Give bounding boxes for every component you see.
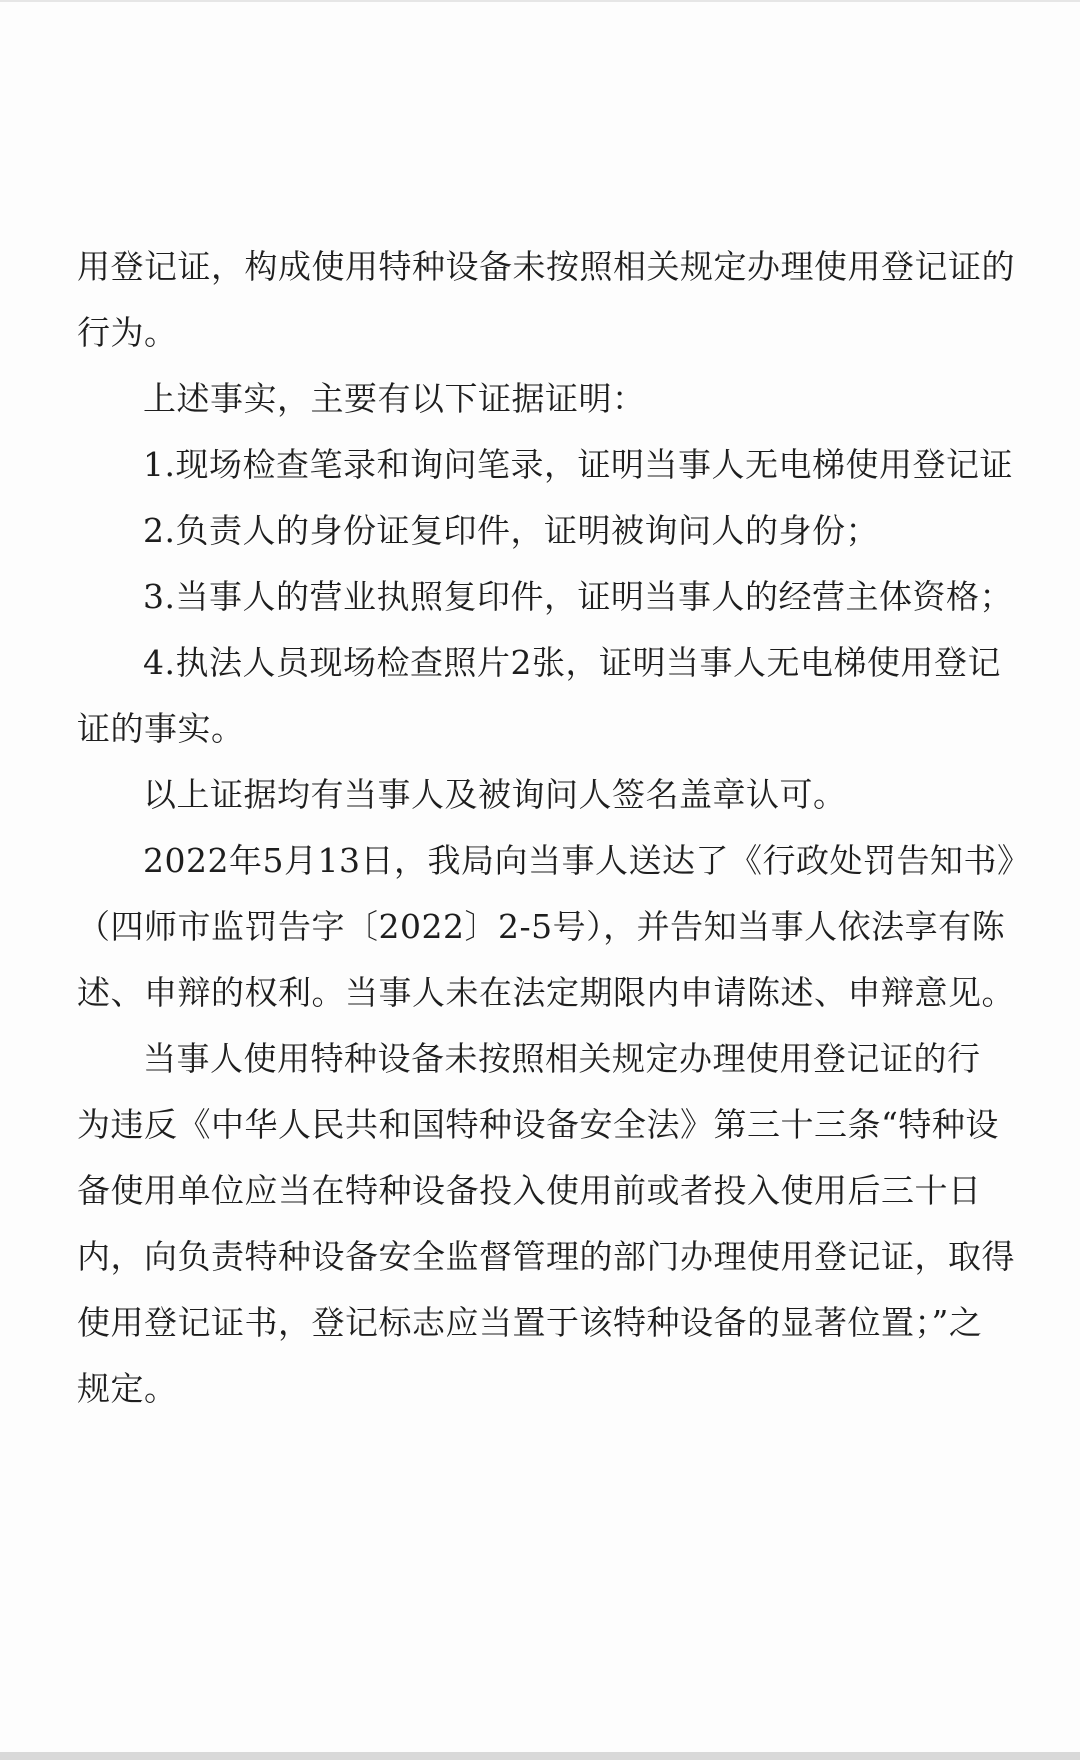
- paragraph-line: 备使用单位应当在特种设备投入使用前或者投入使用后三十日: [77, 1171, 982, 1210]
- paragraph-line: 行为。: [77, 313, 178, 352]
- violation-paragraph: 当事人使用特种设备未按照相关规定办理使用登记证的行: [143, 1039, 981, 1078]
- paragraph-line: 为违反《中华人民共和国特种设备安全法》第三十三条“特种设: [77, 1105, 999, 1144]
- paragraph-line: 述、申辩的权利。当事人未在法定期限内申请陈述、申辩意见。: [77, 973, 1015, 1012]
- evidence-item-1: 1.现场检查笔录和询问笔录，证明当事人无电梯使用登记证: [143, 445, 1013, 484]
- paragraph-line: 证的事实。: [77, 709, 245, 748]
- bottom-divider: [0, 1752, 1080, 1760]
- paragraph-line: （四师市监罚告字〔2022〕2-5号），并告知当事人依法享有陈: [77, 907, 1006, 946]
- evidence-item-3: 3.当事人的营业执照复印件，证明当事人的经营主体资格；: [143, 577, 1013, 616]
- evidence-confirmation: 以上证据均有当事人及被询问人签名盖章认可。: [143, 775, 847, 814]
- evidence-item-4: 4.执法人员现场检查照片2张，证明当事人无电梯使用登记: [143, 643, 1001, 682]
- paragraph-line: 规定。: [77, 1369, 178, 1408]
- notice-paragraph: 2022年5月13日，我局向当事人送达了《行政处罚告知书》: [143, 841, 1031, 880]
- paragraph-line: 内，向负责特种设备安全监督管理的部门办理使用登记证，取得: [77, 1237, 1015, 1276]
- document-body: [77, 234, 1031, 1422]
- evidence-item-2: 2.负责人的身份证复印件，证明被询问人的身份；: [143, 511, 879, 550]
- paragraph-line: 用登记证，构成使用特种设备未按照相关规定办理使用登记证的: [77, 247, 1015, 286]
- evidence-intro: 上述事实，主要有以下证据证明：: [143, 379, 646, 418]
- paragraph-line: 使用登记证书，登记标志应当置于该特种设备的显著位置；”之: [77, 1303, 983, 1342]
